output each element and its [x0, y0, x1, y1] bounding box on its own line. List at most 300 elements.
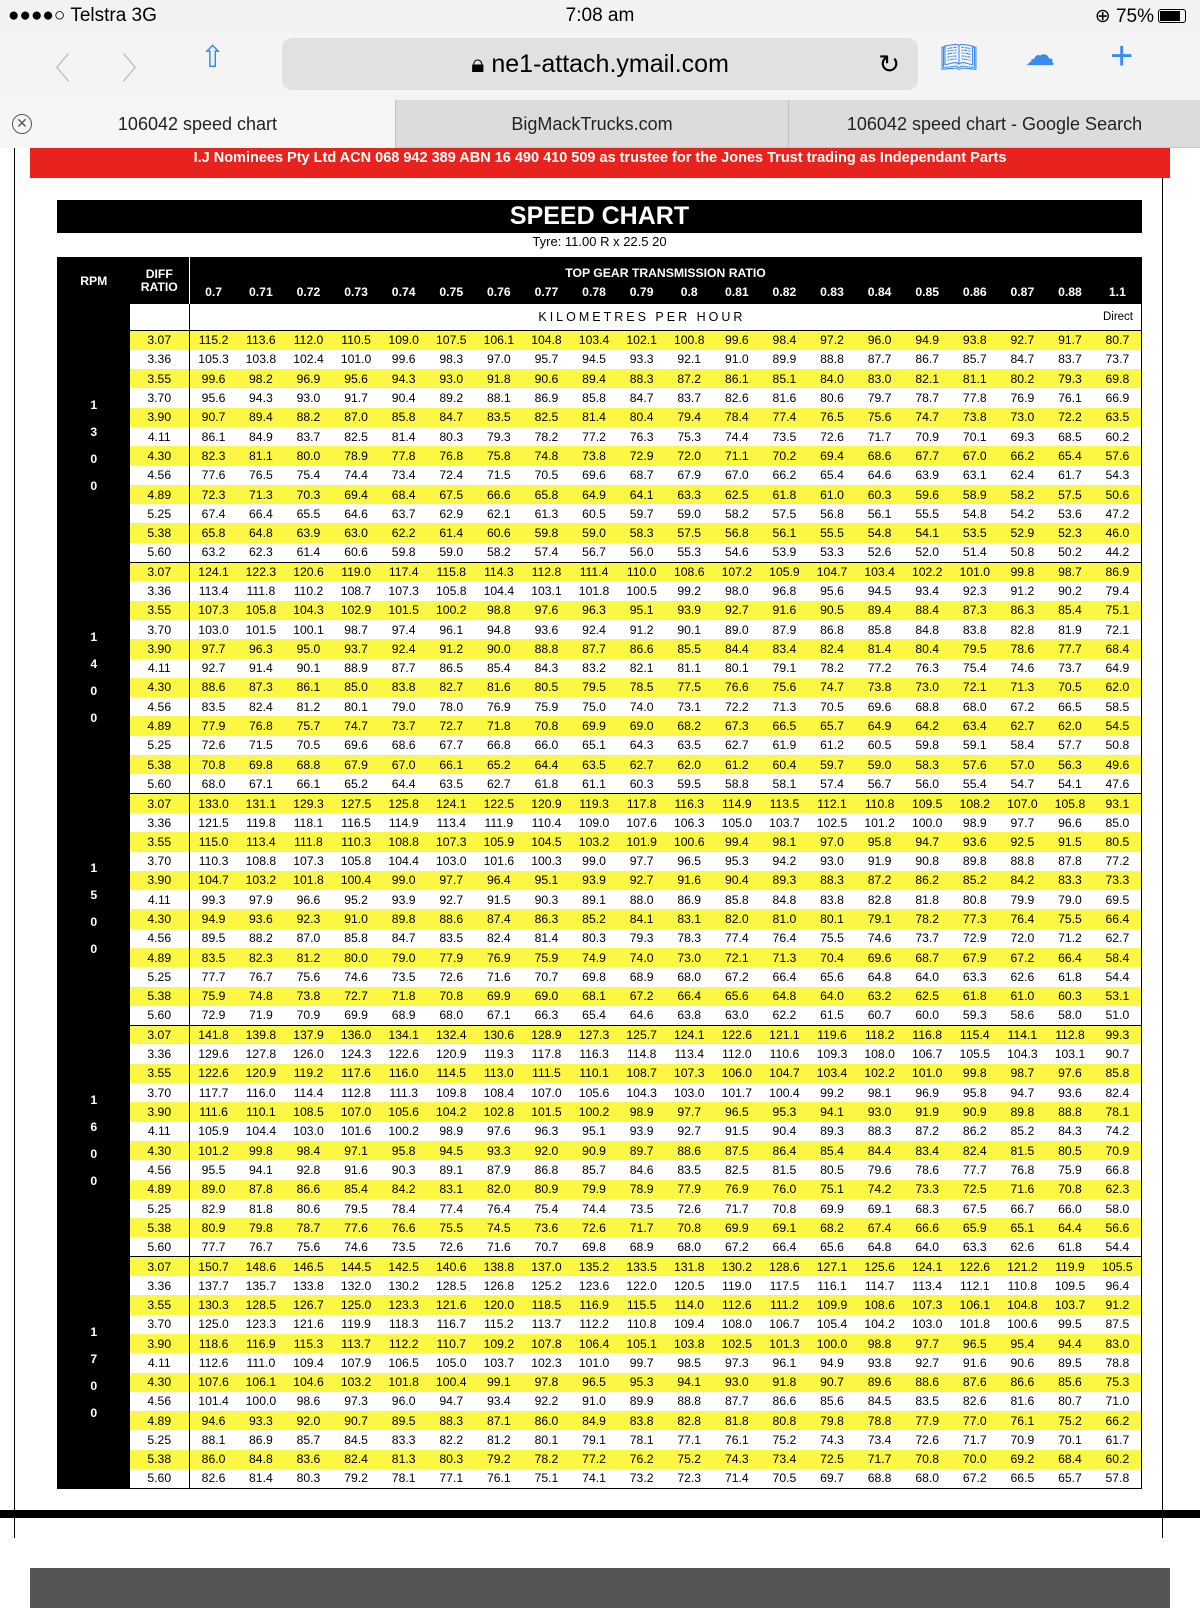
speed-cell: 100.0: [911, 815, 943, 830]
speed-cell: 94.3: [380, 369, 428, 388]
speed-cell: 67.7: [439, 738, 464, 753]
speed-cell: 73.6: [523, 1218, 571, 1237]
forward-icon[interactable]: 〉: [122, 53, 152, 86]
speed-cell: 103.2: [237, 871, 285, 890]
speed-cell: 57.4: [820, 776, 844, 791]
speed-cell: 96.6: [1058, 815, 1082, 830]
bookmarks-icon[interactable]: 📖︎: [940, 41, 979, 74]
table-row: [58, 948, 1142, 967]
speed-cell: 69.4: [808, 446, 856, 465]
speed-cell: 78.1: [391, 1471, 416, 1486]
speed-cell: 94.4: [1046, 1334, 1094, 1353]
speed-cell: 73.0: [999, 408, 1047, 427]
speed-cell: 60.7: [867, 1008, 892, 1023]
speed-cell: 94.7: [1010, 1085, 1035, 1100]
rpm-label: 1 6 0 0: [58, 1025, 130, 1257]
speed-cell: 61.0: [808, 485, 856, 504]
speed-cell: 57.7: [1058, 738, 1082, 753]
speed-cell: 58.4: [1010, 738, 1035, 753]
speed-cell: 78.0: [439, 699, 464, 714]
speed-cell: 109.4: [293, 1355, 324, 1370]
speed-cell: 113.7: [332, 1334, 380, 1353]
rpm-label: 1 4 0 0: [58, 562, 130, 794]
speed-cell: 75.6: [296, 1239, 321, 1254]
speed-cell: 74.3: [820, 1433, 844, 1448]
table-row: [58, 1276, 1142, 1295]
speed-cell: 101.8: [578, 584, 610, 598]
speed-cell: 98.0: [724, 584, 749, 598]
speed-cell: 84.3: [534, 661, 559, 676]
speed-cell: 87.6: [951, 1373, 999, 1392]
speed-cell: 121.1: [761, 1025, 809, 1044]
speed-cell: 77.2: [867, 661, 892, 676]
speed-cell: 77.0: [951, 1411, 999, 1430]
speed-cell: 85.8: [867, 622, 892, 637]
speed-cell: 59.0: [856, 755, 904, 774]
speed-cell: 90.1: [296, 661, 321, 676]
speed-cell: 82.3: [190, 446, 238, 465]
speed-cell: 72.7: [427, 716, 475, 735]
speed-cell: 77.2: [570, 1450, 618, 1469]
direct-label: Direct: [1094, 304, 1142, 331]
speed-cell: 74.6: [344, 969, 368, 984]
speed-cell: 86.0: [190, 1450, 238, 1469]
speed-cell: 113.5: [761, 794, 809, 813]
speed-cell: 98.5: [677, 1355, 702, 1370]
speed-cell: 67.3: [713, 716, 761, 735]
speed-cell: 70.8: [772, 1201, 797, 1216]
speed-cell: 75.5: [1046, 909, 1094, 928]
speed-cell: 115.4: [951, 1025, 999, 1044]
speed-cell: 86.2: [903, 871, 951, 890]
speed-cell: 76.1: [724, 1433, 749, 1448]
table-row: [58, 1257, 1142, 1276]
speed-cell: 113.4: [436, 815, 467, 830]
speed-cell: 99.6: [391, 352, 416, 367]
speed-cell: 80.5: [1094, 832, 1142, 851]
diff-ratio-cell: 4.30: [130, 1373, 190, 1392]
speed-cell: 95.6: [820, 584, 844, 598]
speed-cell: 103.0: [436, 854, 467, 869]
speed-cell: 62.9: [439, 506, 464, 521]
diff-ratio-cell: 4.30: [130, 909, 190, 928]
speed-cell: 86.1: [201, 429, 226, 444]
speed-cell: 93.0: [856, 1102, 904, 1121]
speed-cell: 113.4: [674, 1047, 705, 1062]
speed-cell: 124.1: [903, 1257, 951, 1276]
speed-cell: 91.9: [867, 854, 892, 869]
battery-icon: [1158, 9, 1186, 23]
speed-cell: 133.5: [618, 1257, 666, 1276]
speed-cell: 70.5: [772, 1471, 797, 1486]
speed-cell: 78.2: [523, 1450, 571, 1469]
speed-cell: 73.8: [570, 446, 618, 465]
speed-cell: 92.1: [677, 352, 702, 367]
speed-cell: 95.5: [201, 1162, 226, 1177]
speed-cell: 100.6: [665, 832, 713, 851]
speed-cell: 107.6: [626, 815, 657, 830]
speed-cell: 89.1: [582, 892, 606, 907]
diff-ratio-cell: 5.60: [130, 543, 190, 562]
speed-cell: 54.8: [962, 506, 987, 521]
speed-cell: 79.0: [380, 948, 428, 967]
company-banner: I.J Nominees Pty Ltd ACN 068 942 389 ABN 16 490 410 509 as trustee for the Jones Trust trading as Independant Parts: [30, 148, 1170, 178]
speed-cell: 61.8: [951, 987, 999, 1006]
speed-cell: 58.0: [1058, 1008, 1082, 1023]
speed-cell: 62.7: [999, 716, 1047, 735]
speed-cell: 64.0: [915, 1239, 940, 1254]
speed-cell: 91.0: [332, 909, 380, 928]
speed-cell: 65.7: [808, 716, 856, 735]
speed-cell: 88.3: [867, 1124, 892, 1139]
speed-cell: 67.5: [962, 1201, 987, 1216]
speed-cell: 72.6: [677, 1201, 702, 1216]
speed-cell: 47.6: [1105, 776, 1130, 791]
speed-cell: 62.7: [1105, 931, 1130, 946]
speed-cell: 66.6: [475, 485, 523, 504]
speed-cell: 114.5: [427, 1064, 475, 1083]
diff-ratio-cell: 4.89: [130, 1180, 190, 1199]
speed-cell: 90.6: [1010, 1355, 1035, 1370]
speed-cell: 80.7: [1058, 1394, 1082, 1409]
speed-cell: 101.0: [578, 1355, 610, 1370]
speed-cell: 113.4: [198, 584, 229, 598]
speed-cell: 69.6: [344, 738, 368, 753]
speed-cell: 46.0: [1094, 523, 1142, 542]
speed-cell: 78.7: [285, 1218, 333, 1237]
gear-ratio-header: 0.77: [523, 280, 571, 304]
speed-cell: 84.3: [1058, 1124, 1082, 1139]
speed-cell: 109.2: [475, 1334, 523, 1353]
speed-cell: 70.8: [523, 716, 571, 735]
diff-ratio-cell: 4.11: [130, 890, 190, 909]
speed-cell: 82.4: [1105, 1085, 1130, 1100]
speed-cell: 88.8: [677, 1394, 702, 1409]
speed-cell: 74.8: [523, 446, 571, 465]
speed-cell: 98.7: [999, 1064, 1047, 1083]
speed-cell: 68.7: [629, 468, 654, 483]
speed-cell: 88.9: [344, 661, 368, 676]
speed-cell: 76.8: [1010, 1162, 1035, 1177]
speed-cell: 97.0: [808, 832, 856, 851]
speed-cell: 77.4: [439, 1201, 464, 1216]
speed-cell: 127.8: [245, 1047, 277, 1062]
speed-cell: 109.3: [816, 1047, 848, 1062]
new-tab-icon[interactable]: +: [1110, 34, 1134, 78]
speed-cell: 109.8: [436, 1085, 467, 1100]
speed-cell: 78.2: [903, 909, 951, 928]
speed-cell: 107.5: [427, 331, 475, 350]
speed-cell: 88.1: [201, 1433, 226, 1448]
speed-cell: 91.2: [427, 639, 475, 658]
speed-cell: 106.0: [713, 1064, 761, 1083]
diff-ratio-cell: 3.55: [130, 1295, 190, 1314]
speed-cell: 79.8: [237, 1218, 285, 1237]
speed-cell: 70.4: [808, 948, 856, 967]
speed-cell: 96.3: [237, 639, 285, 658]
speed-cell: 127.3: [570, 1025, 618, 1044]
speed-cell: 103.2: [332, 1373, 380, 1392]
speed-cell: 105.8: [1046, 794, 1094, 813]
speed-cell: 71.8: [475, 716, 523, 735]
speed-cell: 141.8: [190, 1025, 238, 1044]
speed-cell: 75.6: [856, 408, 904, 427]
speed-cell: 78.9: [332, 446, 380, 465]
speed-cell: 61.7: [1058, 468, 1082, 483]
speed-cell: 83.3: [1046, 871, 1094, 890]
speed-cell: 79.3: [1046, 369, 1094, 388]
speed-cell: 78.9: [618, 1180, 666, 1199]
speed-cell: 72.6: [570, 1218, 618, 1237]
speed-cell: 72.0: [1010, 931, 1035, 946]
speed-cell: 66.4: [1094, 909, 1142, 928]
speed-cell: 73.5: [772, 429, 797, 444]
speed-cell: 105.9: [761, 562, 809, 581]
speed-cell: 64.2: [903, 716, 951, 735]
speed-cell: 70.8: [1046, 1180, 1094, 1199]
speed-cell: 108.0: [864, 1047, 895, 1062]
speed-cell: 87.1: [475, 1411, 523, 1430]
speed-cell: 95.7: [534, 352, 559, 367]
speed-cell: 108.8: [380, 832, 428, 851]
speed-cell: 82.4: [951, 1141, 999, 1160]
speed-cell: 82.0: [475, 1180, 523, 1199]
speed-cell: 119.9: [341, 1317, 371, 1332]
speed-cell: 73.7: [1058, 661, 1082, 676]
speed-cell: 74.7: [808, 678, 856, 697]
speed-cell: 124.1: [665, 1025, 713, 1044]
share-icon[interactable]: ⇧: [200, 41, 226, 74]
speed-cell: 73.1: [677, 699, 702, 714]
speed-cell: 75.2: [1046, 1411, 1094, 1430]
speed-cell: 62.2: [380, 523, 428, 542]
speed-cell: 68.8: [915, 699, 940, 714]
speed-cell: 69.6: [867, 699, 892, 714]
speed-cell: 76.6: [713, 678, 761, 697]
speed-cell: 77.4: [724, 931, 749, 946]
speed-cell: 104.3: [626, 1085, 657, 1100]
speed-cell: 106.1: [475, 331, 523, 350]
rotation-lock-icon: ⊕: [1094, 6, 1116, 27]
speed-cell: 119.3: [570, 794, 618, 813]
speed-cell: 64.8: [761, 987, 809, 1006]
diff-ratio-cell: 3.36: [130, 1276, 190, 1295]
tab-speed-chart[interactable]: ✕ 106042 speed chart: [0, 100, 395, 148]
speed-cell: 69.8: [1094, 369, 1142, 388]
speed-cell: 98.9: [618, 1102, 666, 1121]
speed-cell: 68.3: [915, 1201, 940, 1216]
speed-cell: 66.0: [534, 738, 559, 753]
close-tab-icon[interactable]: ✕: [12, 114, 32, 134]
speed-cell: 73.4: [867, 1433, 892, 1448]
speed-cell: 107.3: [903, 1295, 951, 1314]
speed-cell: 56.7: [582, 545, 606, 560]
speed-cell: 67.9: [677, 468, 702, 483]
speed-cell: 93.0: [427, 369, 475, 388]
speed-cell: 82.3: [237, 948, 285, 967]
speed-cell: 93.3: [237, 1411, 285, 1430]
speed-cell: 105.8: [237, 601, 285, 620]
speed-cell: 59.0: [439, 545, 464, 560]
speed-cell: 87.9: [772, 622, 797, 637]
speed-cell: 63.2: [856, 987, 904, 1006]
speed-cell: 59.6: [903, 485, 951, 504]
speed-cell: 93.0: [296, 391, 321, 406]
speed-cell: 93.8: [867, 1355, 892, 1370]
speed-cell: 103.4: [570, 331, 618, 350]
speed-cell: 88.3: [427, 1411, 475, 1430]
diff-ratio-cell: 5.60: [130, 1006, 190, 1025]
gear-ratio-header: 0.71: [237, 280, 285, 304]
speed-cell: 126.7: [285, 1295, 333, 1314]
speed-cell: 93.9: [570, 871, 618, 890]
speed-cell: 74.6: [867, 931, 892, 946]
speed-cell: 115.0: [190, 832, 238, 851]
speed-cell: 63.5: [1094, 408, 1142, 427]
tab-bigmacktrucks[interactable]: BigMackTrucks.com: [395, 100, 788, 148]
speed-cell: 70.9: [1094, 1141, 1142, 1160]
speed-cell: 95.0: [285, 639, 333, 658]
speed-cell: 87.7: [724, 1394, 749, 1409]
diff-ratio-cell: 4.89: [130, 1411, 190, 1430]
speed-cell: 108.0: [721, 1317, 753, 1332]
speed-cell: 84.5: [867, 1394, 892, 1409]
speed-cell: 71.0: [1105, 1394, 1130, 1409]
address-bar[interactable]: [282, 38, 918, 90]
speed-cell: 104.2: [427, 1102, 475, 1121]
speed-cell: 114.1: [999, 1025, 1047, 1044]
speed-cell: 70.9: [915, 429, 940, 444]
speed-cell: 114.9: [713, 794, 761, 813]
gear-ratio-row: [58, 280, 1142, 304]
speed-cell: 69.6: [582, 468, 606, 483]
speed-cell: 70.2: [761, 446, 809, 465]
speed-cell: 72.7: [332, 987, 380, 1006]
tab-google-search[interactable]: 106042 speed chart - Google Search: [788, 100, 1200, 148]
speed-cell: 93.6: [1058, 1085, 1082, 1100]
speed-cell: 100.4: [427, 1373, 475, 1392]
speed-cell: 85.4: [1046, 601, 1094, 620]
speed-cell: 92.5: [999, 832, 1047, 851]
speed-cell: 123.3: [380, 1295, 428, 1314]
speed-cell: 81.5: [772, 1162, 797, 1177]
icloud-tabs-icon[interactable]: ☁: [1025, 39, 1055, 72]
speed-cell: 69.9: [344, 1008, 368, 1023]
table-row: [58, 1237, 1142, 1256]
speed-cell: 118.3: [388, 1317, 419, 1332]
speed-cell: 75.1: [1094, 601, 1142, 620]
speed-cell: 71.7: [867, 429, 892, 444]
speed-cell: 69.1: [867, 1201, 892, 1216]
speed-cell: 89.0: [190, 1180, 238, 1199]
speed-cell: 80.4: [903, 639, 951, 658]
speed-cell: 76.7: [249, 969, 273, 984]
table-row: [58, 639, 1142, 658]
back-icon[interactable]: 〈: [40, 53, 70, 86]
speed-cell: 50.8: [1105, 738, 1130, 753]
table-row: [58, 716, 1142, 735]
speed-cell: 105.4: [816, 1317, 848, 1332]
speed-cell: 83.5: [475, 408, 523, 427]
speed-cell: 121.2: [999, 1257, 1047, 1276]
speed-cell: 112.8: [341, 1085, 371, 1100]
speed-cell: 99.1: [475, 1373, 523, 1392]
speed-cell: 81.2: [486, 1433, 511, 1448]
speed-cell: 85.0: [332, 678, 380, 697]
speed-cell: 70.5: [1046, 678, 1094, 697]
speed-cell: 105.6: [380, 1102, 428, 1121]
speed-cell: 85.7: [296, 1433, 321, 1448]
speed-cell: 110.4: [531, 815, 562, 830]
speed-cell: 115.2: [190, 331, 238, 350]
speed-cell: 91.4: [249, 661, 273, 676]
diff-ratio-cell: 4.89: [130, 716, 190, 735]
speed-cell: 93.6: [534, 622, 559, 637]
speed-cell: 135.2: [570, 1257, 618, 1276]
speed-cell: 60.4: [761, 755, 809, 774]
speed-cell: 62.3: [1094, 1180, 1142, 1199]
speed-cell: 105.9: [198, 1124, 229, 1139]
speed-cell: 82.6: [201, 1471, 226, 1486]
speed-cell: 69.5: [1105, 892, 1130, 907]
speed-cell: 70.0: [951, 1450, 999, 1469]
speed-cell: 75.3: [677, 429, 702, 444]
speed-cell: 100.8: [665, 331, 713, 350]
speed-cell: 70.8: [903, 1450, 951, 1469]
speed-cell: 110.7: [427, 1334, 475, 1353]
speed-cell: 90.7: [332, 1411, 380, 1430]
speed-cell: 125.7: [618, 1025, 666, 1044]
speed-cell: 73.7: [915, 931, 940, 946]
speed-cell: 89.8: [380, 909, 428, 928]
speed-cell: 56.6: [1094, 1218, 1142, 1237]
speed-cell: 67.2: [724, 969, 749, 984]
speed-cell: 106.5: [388, 1355, 419, 1370]
speed-cell: 75.5: [427, 1218, 475, 1237]
speed-cell: 97.6: [486, 1124, 511, 1139]
speed-cell: 83.5: [190, 948, 238, 967]
speed-cell: 86.7: [915, 352, 940, 367]
table-row: [58, 1469, 1142, 1488]
reload-icon[interactable]: ↻: [878, 49, 900, 79]
diff-ratio-header: DIFF RATIO: [130, 258, 190, 304]
speed-cell: 73.7: [380, 716, 428, 735]
speed-cell: 102.9: [332, 601, 380, 620]
speed-cell: 112.8: [1046, 1025, 1094, 1044]
speed-cell: 116.9: [237, 1334, 285, 1353]
speed-cell: 86.8: [534, 1162, 559, 1177]
speed-cell: 58.3: [618, 523, 666, 542]
speed-cell: 64.9: [856, 716, 904, 735]
speed-cell: 72.4: [439, 468, 464, 483]
carrier-signal: ●●●●○ Telstra 3G: [8, 5, 157, 26]
speed-cell: 81.6: [1010, 1394, 1035, 1409]
speed-cell: 95.8: [962, 1085, 987, 1100]
speed-cell: 80.1: [724, 661, 749, 676]
speed-cell: 67.9: [951, 948, 999, 967]
speed-cell: 70.3: [285, 485, 333, 504]
speed-cell: 57.5: [665, 523, 713, 542]
speed-cell: 100.0: [245, 1394, 277, 1409]
speed-cell: 125.2: [531, 1278, 562, 1293]
speed-cell: 85.7: [582, 1162, 606, 1177]
speed-cell: 65.9: [951, 1218, 999, 1237]
speed-cell: 79.2: [475, 1450, 523, 1469]
speed-cell: 114.4: [293, 1085, 324, 1100]
speed-cell: 97.4: [391, 622, 416, 637]
speed-cell: 99.2: [820, 1085, 844, 1100]
speed-cell: 79.1: [772, 661, 797, 676]
